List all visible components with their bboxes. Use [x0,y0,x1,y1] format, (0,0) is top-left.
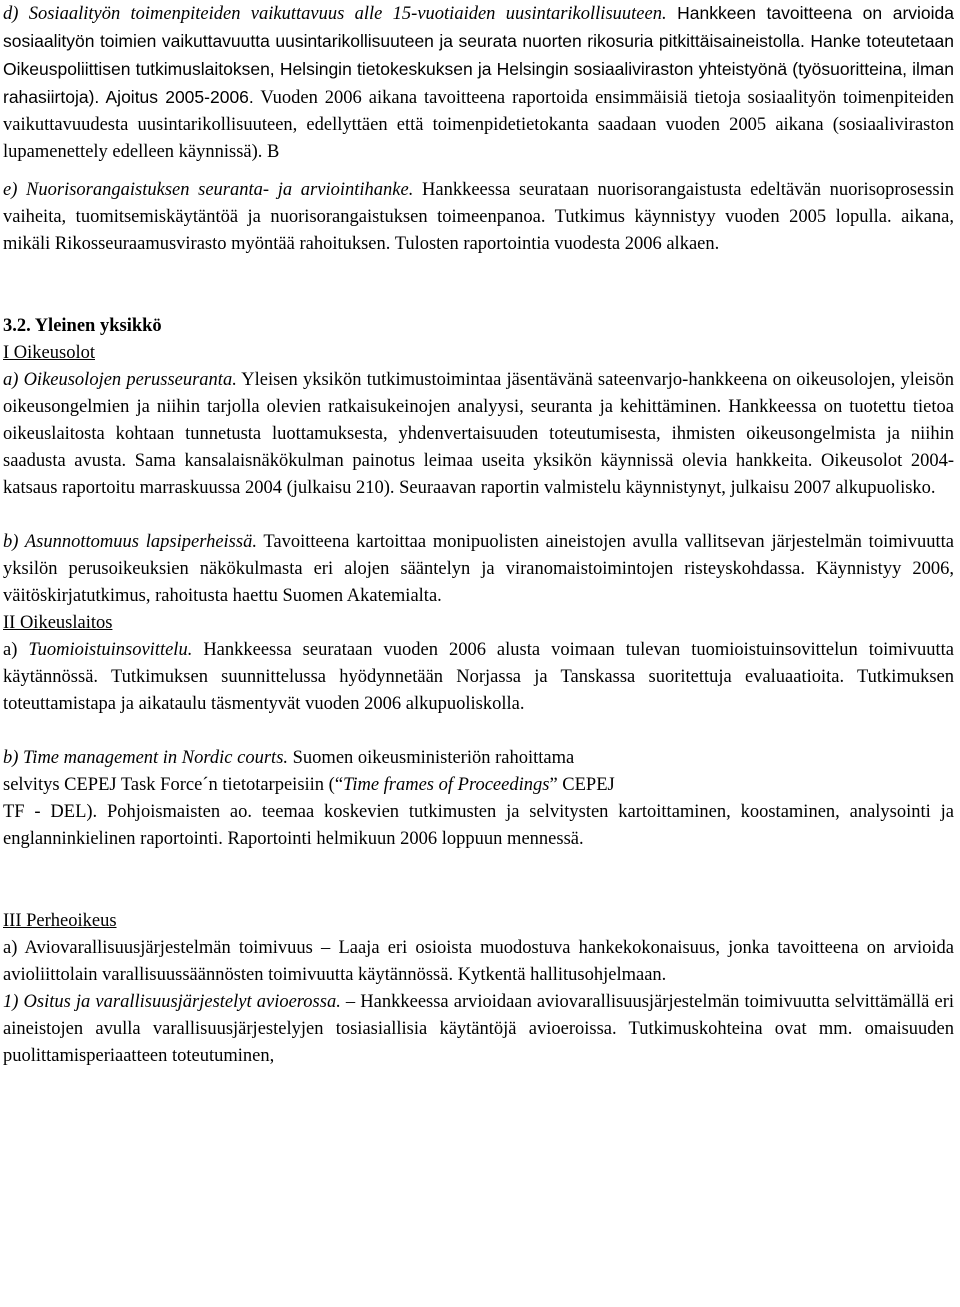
paragraph-e-title: e) Nuorisorangaistuksen seuranta- ja arviointihanke. [3,180,414,200]
subheading-oikeuslaitos: II Oikeuslaitos [3,613,113,633]
paragraph-ii-b-line2-a: selvitys CEPEJ Task Force´n tietotarpeisiin (“ [3,775,344,795]
paragraph-d-body-serif: Vuoden 2006 aikana tavoitteena raportoida ensimmäisiä tietoja sosiaalityön toimenpiteiden vaikuttavuudesta uusintarikollisuuteen, edellyttäen että toimenpidetietokanta saadaan vuoden 2005 aikana (sosiaaliviraston lupamenettely edelleen käynnissä). B [3,88,954,162]
paragraph-iii-1-title: 1) Ositus ja varallisuusjärjestelyt avioerossa. [3,992,341,1012]
paragraph-ii-b-line2 [3,772,954,799]
paragraph-ii-a-prefix: a) [3,640,29,660]
subheading-oikeusolot: I Oikeusolot [3,343,95,363]
paragraph-ii-b-line2-italic: Time frames of Proceedings [343,775,550,795]
section-heading-3-2: 3.2. Yleinen yksikkö [3,316,162,336]
paragraph-iii-a: a) Aviovarallisuusjärjestelmän toimivuus – Laaja eri osioista muodostuva hankekokonaisuus, jonka tavoitteena on arvioida avioliittolain varallisuussäännösten toimivuutta käytännössä. Kytkentä hallitusohjelmaan. [3,938,954,985]
paragraph-d-body-sans: Hankkeen tavoitteena on arvioida sosiaalityön toimien vaikuttavuutta uusintarikollisuuteen ja seurata nuorten rikosuria pitkittäisaineistolla. Hanke toteutetaan Oikeuspoliittisen tutkimuslaitoksen, Helsingin tietokeskuksen ja Helsingin sosiaaliviraston yhteistyönä (työsuoritteina, ilman rahasiirtoja). Ajoitus 2005-2006. [3,3,954,107]
paragraph-iii-1 [3,989,954,1070]
paragraph-ii-b-rest: TF - DEL). Pohjoismaisten ao. teemaa koskevien tutkimusten ja selvitysten kartoittaminen, koostaminen, analysointi ja englanninkielinen raportointi. Raportointi helmikuun 2006 loppuun mennessä. [3,802,954,849]
paragraph-iii-1-body: – Hankkeessa arvioidaan aviovarallisuusjärjestelmän toimivuutta selvittämällä eri aineistojen avulla varallisuusjärjestelyjen tosiasiallisia käytäntöjä avioeroissa. Tutkimuskohteina ovat mm. omaisuuden puolittamisperiaatteen toteutuminen, [3,992,954,1066]
paragraph-e [3,177,954,258]
paragraph-ii-b-line1 [3,745,954,772]
paragraph-i-a [3,367,954,502]
paragraph-ii-a-body: Hankkeessa seurataan vuoden 2006 alusta voimaan tulevan tuomioistuinsovittelun toimivuutta käytännössä. Tutkimuksen suunnittelussa hyödynnetään Norjassa ja Tanskassa suoritettuja evaluaatioita. Tutkimuksen toteuttamistapa ja aikataulu täsmentyvät vuoden 2006 alkupuoliskolla. [3,640,955,714]
paragraph-e-body: Hankkeessa seurataan nuorisorangaistusta edeltävän nuorisoprosessin vaiheita, tuomitsemiskäytäntöä ja nuorisorangaistuksen toimeenpanoa. Tutkimus käynnistyy vuoden 2005 lopulla. aikana, mikäli Rikosseuraamusvirasto myöntää rahoituksen. Tulosten raportointia vuodesta 2006 alkaen. [3,180,955,254]
paragraph-i-b-title: b) Asunnottomuus lapsiperheissä. [3,532,257,552]
paragraph-d-title: d) Sosiaalityön toimenpiteiden vaikuttavuus alle 15-vuotiaiden uusintarikollisuuteen. [3,4,667,24]
subheading-perheoikeus: III Perheoikeus [3,911,117,931]
paragraph-i-b [3,529,954,610]
paragraph-i-a-title: a) Oikeusolojen perusseuranta. [3,370,237,390]
paragraph-d [3,0,954,166]
paragraph-ii-b-line1-text: Suomen oikeusministeriön rahoittama [288,748,575,768]
paragraph-ii-b-title: b) Time management in Nordic courts. [3,748,289,768]
paragraph-ii-a-title: Tuomioistuinsovittelu. [28,640,193,660]
paragraph-ii-a [3,637,954,718]
paragraph-ii-b-line2-b: ” CEPEJ [549,775,615,795]
paragraph-i-b-body: Tavoitteena kartoittaa monipuolisten aineistojen avulla vallitsevan järjestelmän toimivuutta yksilön perusoikeuksien näkökulmasta eri alojen sääntelyn ja viranomaistoimintojen risteyskohdassa. Käynnistyy 2006, väitöskirjatutkimus, rahoitusta haettu Suomen Akatemialta. [3,532,954,606]
paragraph-i-a-body: Yleisen yksikön tutkimustoimintaa jäsentävänä sateenvarjo-hankkeena on oikeusolojen, yleisön oikeusongelmien ja niihin tarjolla olevien ratkaisukeinojen analyysi, seuranta ja kehittäminen. Hankkeessa on tuotettu tietoa oikeuslaitosta kohtaan tunnetusta luottamuksesta, yhdenvertaisuuden toteutumisesta, ihmisten oikeusongelmista ja niihin saadusta avusta. Sama kansalaisnäkökulman painotus leimaa useita yksikön käynnissä olevia hankkeita. Oikeusolot 2004-katsaus raportoitu marraskuussa 2004 (julkaisu 210). Seuraavan raportin valmistelu käynnistynyt, julkaisu 2007 alkupuolisko. [3,370,954,498]
